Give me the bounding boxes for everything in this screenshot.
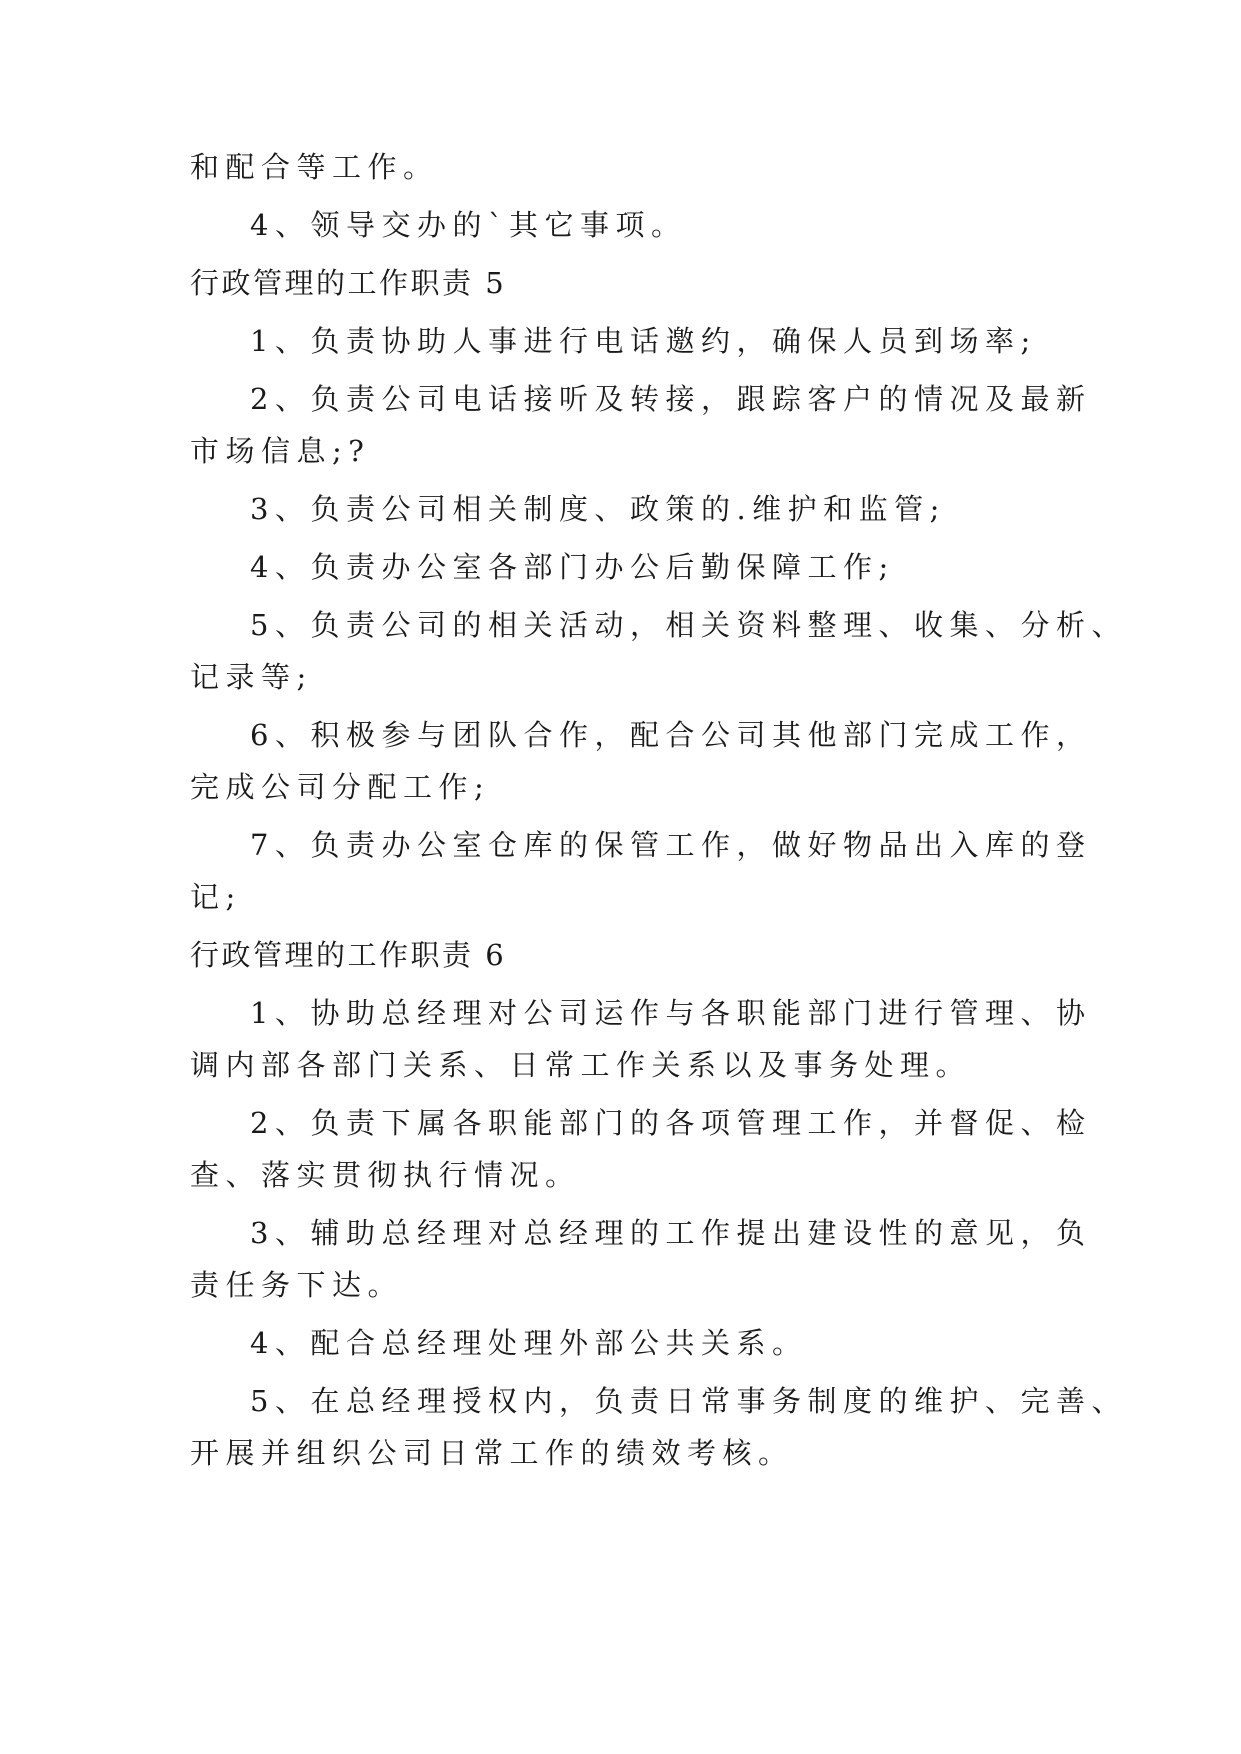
list-item-continuation: 开展并组织公司日常工作的绩效考核。 xyxy=(190,1436,794,1470)
list-item: 1、协助总经理对公司运作与各职能部门进行管理、协 xyxy=(250,996,1092,1030)
list-item-continuation: 市场信息;? xyxy=(190,434,371,468)
list-item: 3、负责公司相关制度、政策的.维护和监管; xyxy=(250,492,946,526)
list-item-continuation: 记录等; xyxy=(190,660,313,694)
list-item: 2、负责公司电话接听及转接，跟踪客户的情况及最新 xyxy=(250,382,1092,416)
list-item: 6、积极参与团队合作，配合公司其他部门完成工作， xyxy=(250,718,1092,752)
list-item: 5、在总经理授权内，负责日常事务制度的维护、完善、 xyxy=(250,1384,1127,1418)
section-heading-5: 行政管理的工作职责 5 xyxy=(190,266,507,300)
list-item: 7、负责办公室仓库的保管工作，做好物品出入库的登 xyxy=(250,828,1092,862)
list-item: 4、领导交办的`其它事项。 xyxy=(250,208,687,242)
list-item: 4、配合总经理处理外部公共关系。 xyxy=(250,1326,808,1360)
section-heading-6: 行政管理的工作职责 6 xyxy=(190,938,507,972)
list-item-continuation: 查、落实贯彻执行情况。 xyxy=(190,1158,581,1192)
list-item-continuation: 调内部各部门关系、日常工作关系以及事务处理。 xyxy=(190,1048,972,1082)
list-item: 5、负责公司的相关活动，相关资料整理、收集、分析、 xyxy=(250,608,1127,642)
list-item-continuation: 记; xyxy=(190,880,242,914)
list-item: 2、负责下属各职能部门的各项管理工作，并督促、检 xyxy=(250,1106,1092,1140)
paragraph-continuation: 和配合等工作。 xyxy=(190,150,439,184)
list-item: 4、负责办公室各部门办公后勤保障工作; xyxy=(250,550,895,584)
list-item-continuation: 完成公司分配工作; xyxy=(190,770,491,804)
list-item: 3、辅助总经理对总经理的工作提出建设性的意见，负 xyxy=(250,1216,1092,1250)
list-item-continuation: 责任务下达。 xyxy=(190,1268,404,1302)
list-item: 1、负责协助人事进行电话邀约，确保人员到场率; xyxy=(250,324,1037,358)
